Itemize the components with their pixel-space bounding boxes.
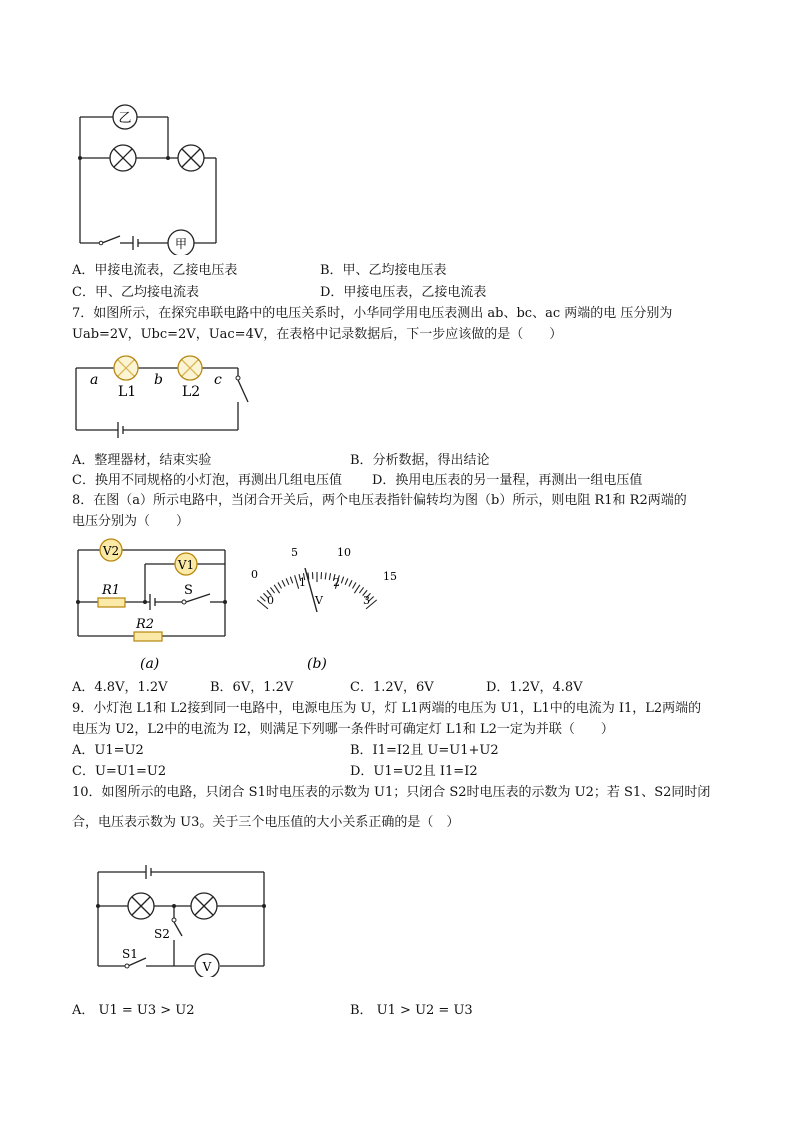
q7-stem-line2: Uab=2V，Ubc=2V，Uac=4V，在表格中记录数据后，下一步应该做的是（ ） bbox=[72, 327, 563, 342]
q8-stem-line2: 电压分别为（ ） bbox=[72, 514, 190, 529]
q8-dial-tick bbox=[341, 577, 343, 584]
q8-dial-tick bbox=[325, 573, 326, 580]
q8-dial-unit: V bbox=[315, 594, 323, 607]
q10-circuit-diagram bbox=[88, 862, 273, 977]
q8-dial-bottom-3: 3 bbox=[363, 594, 370, 607]
q9-option-c: C．U=U1=U2 bbox=[72, 764, 167, 779]
q8-option-b: B．6V，1.2V bbox=[210, 680, 294, 695]
q10-voltmeter-label: V bbox=[202, 960, 212, 974]
q8-dial-tick bbox=[274, 585, 279, 593]
q9-option-d: D．U1=U2且 I1=I2 bbox=[350, 764, 478, 779]
q7-option-c: C．换用不同规格的小灯泡，再测出几组电压值 bbox=[72, 473, 342, 488]
q7-stem-line1: 7．如图所示，在探究串联电路中的电压关系时，小华同学用电压表测出 ab、bc、ac 两端的电 压分别为 bbox=[72, 306, 673, 321]
q6-option-a: A．甲接电流表，乙接电压表 bbox=[72, 263, 238, 278]
q8-dial-tick bbox=[286, 578, 289, 584]
q8-resistor-r1-label: R1 bbox=[102, 583, 121, 598]
q8-dial-top-15: 15 bbox=[383, 570, 397, 583]
q9-option-a: A．U1=U2 bbox=[72, 743, 144, 758]
q8-dial-tick bbox=[290, 577, 292, 584]
q7-option-d: D．换用电压表的另一量程，再测出一组电压值 bbox=[372, 473, 643, 488]
q7-point-c: c bbox=[214, 372, 222, 388]
q10-switch-s2-label: S2 bbox=[154, 927, 170, 941]
q10-stem-line1: 10．如图所示的电路，只闭合 S1时电压表的示数为 U1；只闭合 S2时电压表的示数为 U2；若 S1、S2同时闭 bbox=[72, 785, 711, 800]
q8-voltmeter-v1-label: V1 bbox=[177, 558, 195, 572]
q7-lamp-l1-label: L1 bbox=[118, 384, 137, 400]
q8-dial-tick bbox=[353, 582, 357, 588]
q9-stem-line2: 电压为 U2，L2中的电流为 I2，则满足下列哪一条件时可确定灯 L1和 L2一定为并联（ ） bbox=[72, 722, 614, 737]
q7-option-a: A．整理器材，结束实验 bbox=[72, 453, 212, 468]
q9-option-b: B．I1=I2且 U=U1+U2 bbox=[350, 743, 499, 758]
q8-option-c: C．1.2V，6V bbox=[350, 680, 434, 695]
q8-switch-s-label: S bbox=[184, 583, 193, 598]
q8-dial-bottom-0: 0 bbox=[267, 594, 274, 607]
q8-dial-tick bbox=[282, 580, 285, 586]
q8-dial-tick bbox=[359, 587, 363, 593]
q6-option-b: B．甲、乙均接电压表 bbox=[320, 263, 447, 278]
q9-stem-line1: 9．小灯泡 L1和 L2接到同一电路中，电源电压为 U，灯 L1两端的电压为 U1，L1中的电流为 I1，L2两端的 bbox=[72, 701, 702, 716]
q6-meter-yi-label: 乙 bbox=[118, 111, 132, 126]
q6-option-c: C．甲、乙均接电流表 bbox=[72, 285, 199, 300]
q8-caption-a: (a) bbox=[140, 656, 160, 672]
q8-dial-tick bbox=[270, 587, 274, 593]
q8-option-d: D．1.2V，4.8V bbox=[486, 680, 583, 695]
q7-point-a: a bbox=[90, 372, 99, 388]
q7-circuit-diagram bbox=[68, 350, 258, 445]
q7-option-b: B．分析数据，得出结论 bbox=[350, 453, 490, 468]
q6-circuit-diagram bbox=[70, 95, 230, 255]
q6-meter-jia-label: 甲 bbox=[174, 237, 188, 251]
q10-switch-s1-label: S1 bbox=[122, 947, 138, 961]
q8-caption-b: (b) bbox=[307, 656, 327, 672]
q8-dial-tick bbox=[354, 585, 359, 593]
q8-dial-tick bbox=[329, 573, 330, 580]
q7-point-b: b bbox=[154, 372, 163, 388]
q8-dial-top-5: 5 bbox=[291, 546, 298, 559]
q8-resistor-r2-label: R2 bbox=[136, 617, 155, 632]
q10-stem-line2: 合，电压表示数为 U3。关于三个电压值的大小关系正确的是（ ） bbox=[72, 815, 460, 830]
q7-lamp-l2-label: L2 bbox=[182, 384, 201, 400]
q8-dial-tick bbox=[349, 580, 352, 586]
q8-dial-top-10: 10 bbox=[337, 546, 351, 559]
q8-dial-bottom-2: 2 bbox=[333, 576, 340, 589]
q8-dial-top-0: 0 bbox=[251, 568, 258, 581]
q10-option-b: B． U1 > U2 = U3 bbox=[350, 1003, 473, 1018]
q8a-circuit-diagram bbox=[70, 536, 240, 676]
q8b-voltmeter-dial bbox=[245, 540, 405, 676]
q8-voltmeter-v2-label: V2 bbox=[102, 544, 120, 558]
q8-dial-bottom-1: 1 bbox=[299, 576, 306, 589]
q8-dial-tick bbox=[278, 582, 282, 588]
q6-option-d: D．甲接电压表，乙接电流表 bbox=[320, 285, 487, 300]
q10-option-a: A． U1 = U3 > U2 bbox=[72, 1003, 195, 1018]
q8-dial-tick bbox=[345, 578, 348, 584]
q8-dial-tick bbox=[260, 596, 265, 601]
q8-option-a: A．4.8V，1.2V bbox=[72, 680, 168, 695]
q8-stem-line1: 8．在图（a）所示电路中，当闭合开关后，两个电压表指针偏转均为图（b）所示，则电阻 R1和 R2两端的 bbox=[72, 493, 687, 508]
